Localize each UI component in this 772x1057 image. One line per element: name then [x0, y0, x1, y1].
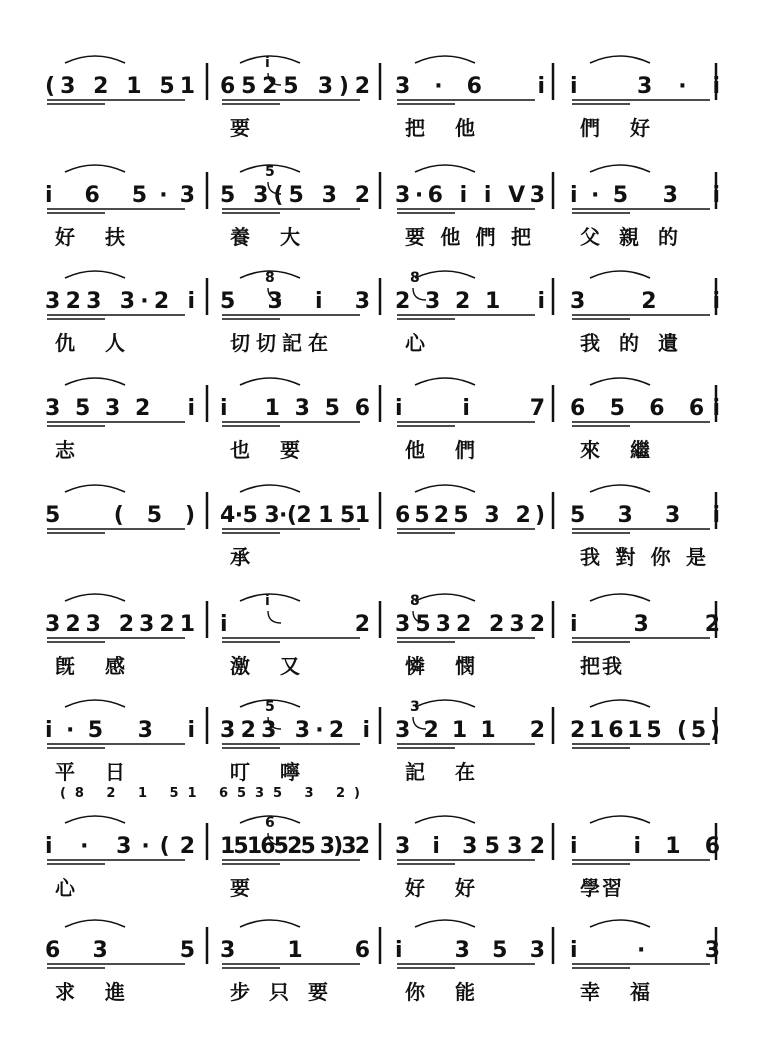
slur-arc [415, 594, 475, 601]
slur-arc [415, 378, 475, 385]
slur-arc [415, 165, 475, 172]
measure-notes: i·5 3 i [45, 718, 195, 743]
measure-notes: 4·5 3·(2 1 51 [220, 503, 370, 528]
lyric-text: 旣 感 [55, 654, 125, 678]
measure-notes: i i16 [570, 834, 720, 859]
grace-note: 6 [265, 815, 275, 831]
slur-arc [415, 816, 475, 823]
measure-notes: 3 i 3532 [395, 834, 545, 859]
slur-arc [590, 485, 650, 492]
grace-hook [268, 611, 281, 623]
slur-arc [65, 920, 125, 927]
slur-arc [590, 816, 650, 823]
measure-notes: i 2 [220, 612, 370, 637]
measure-notes: 1516525 3)32 [220, 834, 370, 859]
measure-notes: 5 3 3 i [570, 503, 720, 528]
lyric-text: 承 [230, 545, 250, 569]
slur-arc [240, 485, 300, 492]
grace-note: i [265, 593, 270, 609]
measure-notes: i 6 5·3 [45, 183, 195, 208]
slur-arc [590, 271, 650, 278]
slur-arc [240, 56, 300, 63]
slur-arc [65, 56, 125, 63]
measure-notes: 63 5 [45, 938, 195, 963]
slur-arc [590, 700, 650, 707]
slur-arc [240, 594, 300, 601]
measure-notes: i 3·i [570, 74, 720, 99]
lyric-text: 他 們 [405, 438, 475, 462]
measure-notes: 5 3 i 3 [220, 289, 370, 314]
measure-notes: 5 (5) [45, 503, 195, 528]
lyric-text: 激 又 [230, 654, 300, 678]
measure-notes: 323 3·2 i [220, 718, 370, 743]
measure-notes: 3 1 6 [220, 938, 370, 963]
slur-arc [590, 56, 650, 63]
measure-notes: 3·6 i i V3 [395, 183, 545, 208]
lyric-text: 切 切 記 在 [230, 331, 328, 355]
slur-arc [240, 920, 300, 927]
measure-notes: i · 3 [570, 938, 720, 963]
lyric-text: 叮 嚀 [230, 760, 300, 784]
lyric-text: 養 大 [230, 225, 300, 249]
measure-notes: 5 3(5 3 2 [220, 183, 370, 208]
measure-notes: i 353 [395, 938, 545, 963]
measure-notes: 323 2321 [45, 612, 195, 637]
measure-notes: 3211 2 [395, 718, 545, 743]
lyric-text: 步 只 要 [230, 980, 328, 1004]
lyric-text: 我 的 遺 [580, 331, 678, 355]
lyric-text: 好 好 [405, 876, 475, 900]
measure-notes: 2321 i [395, 289, 545, 314]
grace-note: 5 [265, 699, 275, 715]
slur-arc [590, 920, 650, 927]
lyric-text: 父 親 的 [580, 225, 678, 249]
grace-note: 3 [410, 699, 420, 715]
grace-note: 5 [265, 164, 275, 180]
slur-arc [65, 700, 125, 707]
slur-arc [590, 378, 650, 385]
measure-notes: 3532 232 [395, 612, 545, 637]
slur-arc [590, 165, 650, 172]
slur-arc [65, 378, 125, 385]
lyric-text: 你 能 [405, 980, 475, 1004]
slur-arc [65, 816, 125, 823]
measure-notes: 3532 i [45, 396, 195, 421]
grace-note: 8 [410, 270, 420, 286]
lyric-text: 仇 人 [55, 331, 125, 355]
measure-notes: i 3 2 [570, 612, 720, 637]
measure-notes: i·5 3 i [570, 183, 720, 208]
lyric-text: 把 他 [405, 116, 475, 140]
lyric-text: 心 [405, 331, 425, 355]
lyric-text: 平 日 [55, 760, 125, 784]
lyric-text: 我 對 你 是 [580, 545, 706, 569]
measure-notes: 3·6 i [395, 74, 545, 99]
lyric-text: 要 [230, 876, 250, 900]
measure-notes: i · 3·(2 [45, 834, 195, 859]
measure-notes: i 1356 [220, 396, 370, 421]
slur-arc [65, 485, 125, 492]
slur-arc [65, 165, 125, 172]
lyric-text: 也 要 [230, 438, 300, 462]
measure-notes: 323 3·2 i [45, 289, 195, 314]
measure-notes: 6525 3)2 [220, 74, 370, 99]
lyric-text: 要 他 們 把 [405, 225, 531, 249]
slur-arc [415, 485, 475, 492]
lyric-text: 記 在 [405, 760, 475, 784]
measure-notes: 6525 3 2) [395, 503, 545, 528]
lyric-text: 幸 福 [580, 980, 650, 1004]
lyric-text: 志 [55, 438, 75, 462]
slur-arc [415, 920, 475, 927]
measure-notes: 21615 (5) [570, 718, 720, 743]
lyric-text: 求 進 [55, 980, 125, 1004]
cue-notes: (8 2 1 51 6535 3 2) [60, 786, 360, 801]
lyric-text: 學 習 [580, 876, 622, 900]
grace-note: 8 [265, 270, 275, 286]
measure-notes: i i 7 [395, 396, 545, 421]
lyric-text: 好 扶 [55, 225, 125, 249]
grace-note: 8 [410, 593, 420, 609]
slur-arc [240, 378, 300, 385]
measure-notes: 3 2 i [570, 289, 720, 314]
lyric-text: 憐 憫 [405, 654, 475, 678]
measure-notes: (3 2 1 51 [45, 74, 195, 99]
slur-arc [65, 271, 125, 278]
slur-arc [590, 594, 650, 601]
lyric-text: 要 [230, 116, 250, 140]
lyric-text: 把 我 [580, 654, 622, 678]
lyric-text: 心 [55, 876, 75, 900]
slur-arc [65, 594, 125, 601]
measure-notes: 6 5 6 6i [570, 396, 720, 421]
grace-note: i [265, 55, 270, 71]
slur-arc [415, 700, 475, 707]
slur-arc [415, 271, 475, 278]
lyric-text: 來 繼 [580, 438, 650, 462]
lyric-text: 們 好 [580, 116, 650, 140]
slur-arc [415, 56, 475, 63]
